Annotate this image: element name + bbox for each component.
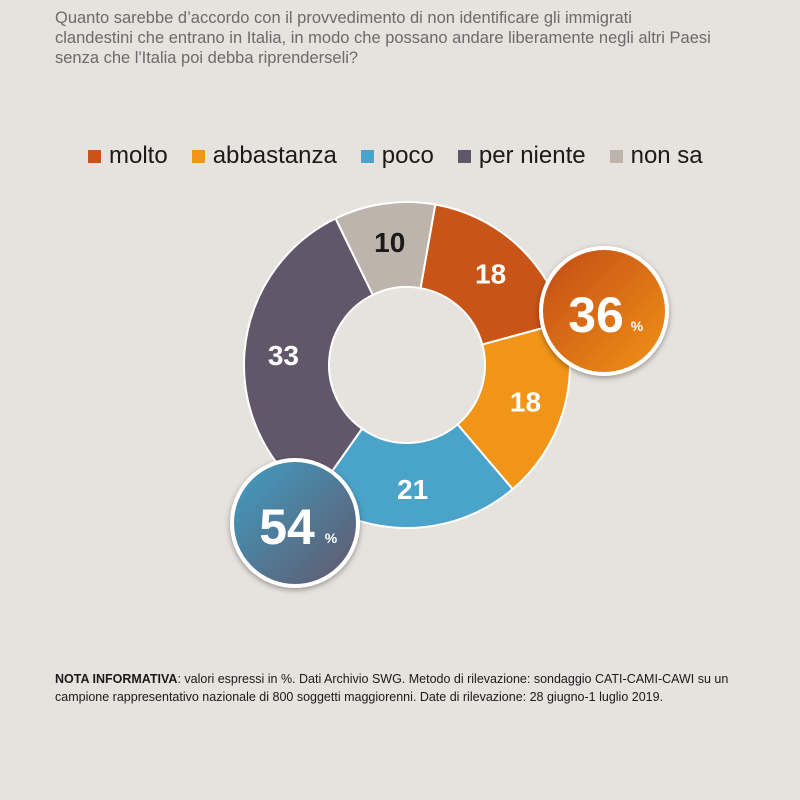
question-text: Quanto sarebbe d’accordo con il provvedimento di non identificare gli immigrati clandestini che entrano in Italia, in modo che possano andare liberamente negli altri Paesi senza che l'Italia poi debba riprenderseli?	[55, 9, 711, 67]
callout-54-value: 54	[259, 499, 315, 555]
legend-label-abbastanza: abbastanza	[212, 142, 337, 169]
legend-label-molto: molto	[109, 142, 168, 169]
legend-label-per-niente: per niente	[478, 142, 586, 169]
slice-label-non-sa: 10	[374, 227, 406, 259]
slice-label-molto: 18	[475, 258, 507, 290]
info-note	[55, 670, 755, 706]
slice-label-per-niente: 33	[267, 340, 299, 372]
callout-36-unit: %	[630, 318, 644, 334]
legend-label-poco: poco	[381, 142, 434, 169]
slice-label-abbastanza: 18	[509, 386, 542, 418]
slice-label-poco: 21	[397, 473, 429, 505]
info-note-label: NOTA INFORMATIVA	[55, 672, 178, 686]
info-note-text: : valori espressi in %. Dati Archivio SWG. Metodo di rilevazione: sondaggio CATI-CAMI-CAWI su un campione rappresentativo nazionale di 800 soggetti maggiorenni. Date di rilevazione: 28 giugno-1 luglio 2019.	[55, 672, 729, 704]
callout-54-unit: %	[324, 530, 338, 546]
legend-label-non-sa: non sa	[630, 142, 703, 169]
callout-54	[232, 460, 358, 586]
callout-36	[541, 248, 667, 374]
callout-36-value: 36	[568, 287, 624, 343]
